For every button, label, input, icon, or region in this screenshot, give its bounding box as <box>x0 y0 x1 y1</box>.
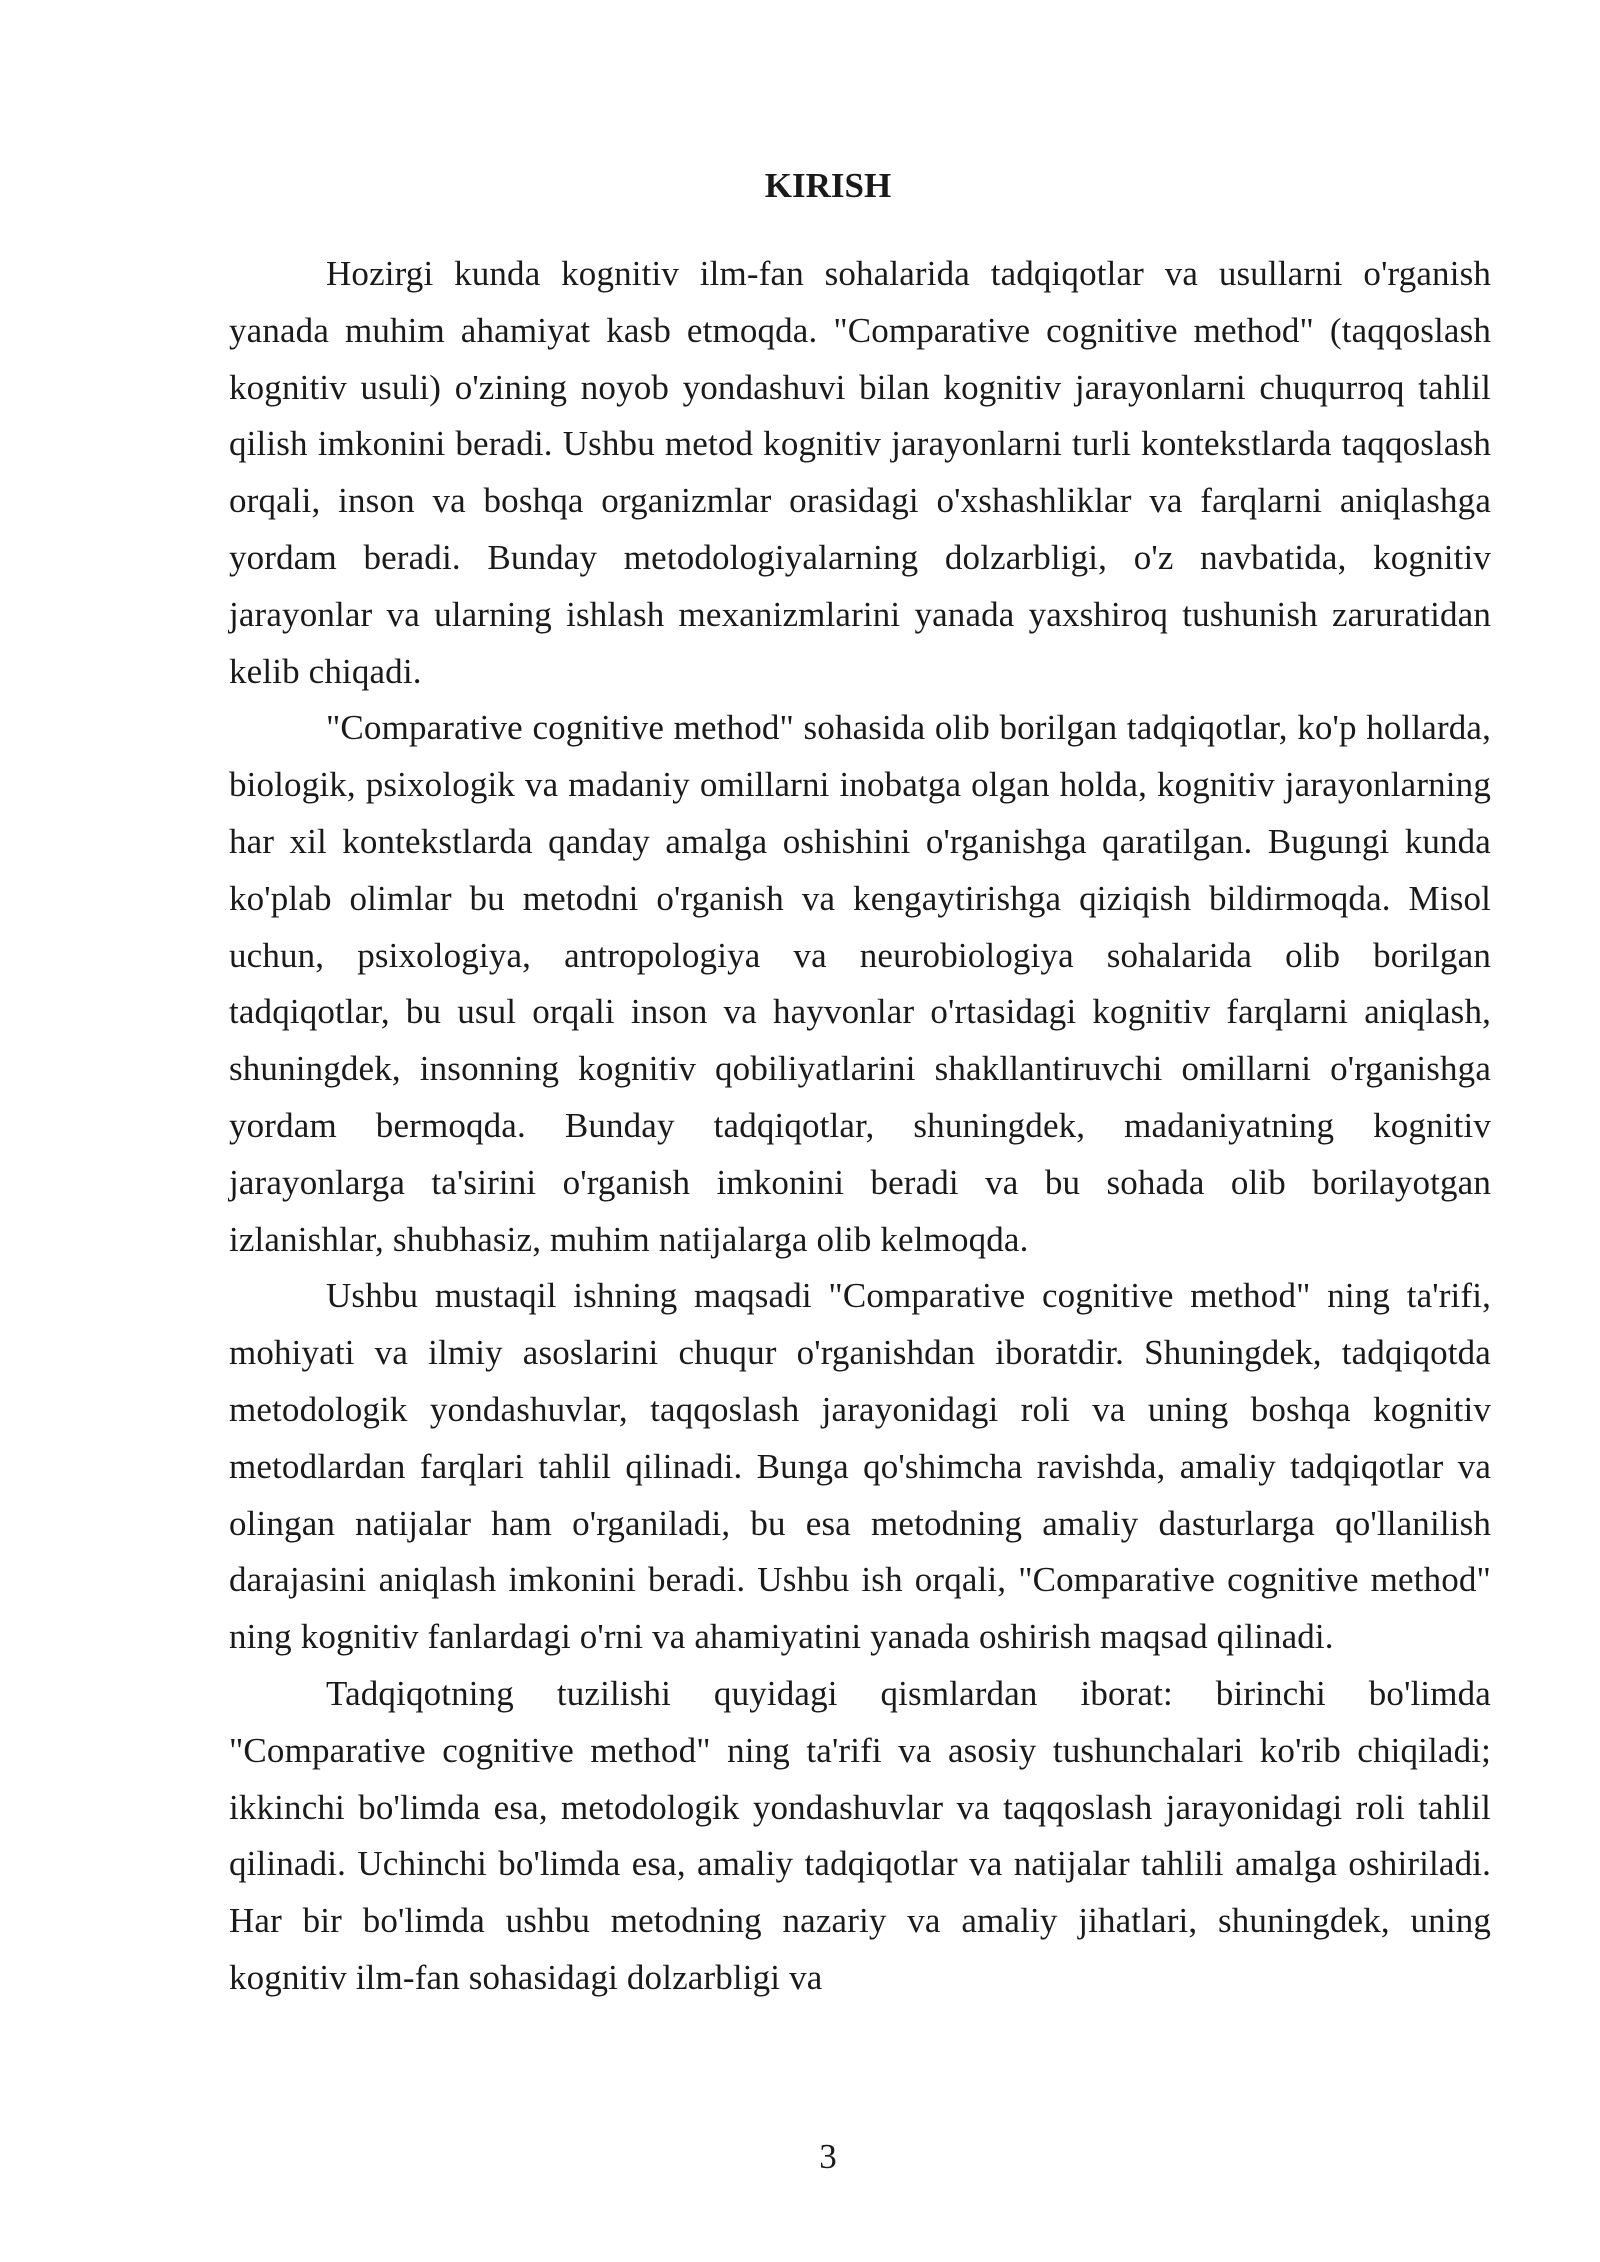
paragraph-1: Hozirgi kunda kognitiv ilm-fan sohalarida tadqiqotlar va usullarni o'rganish yanada muhim ahamiyat kasb etmoqda. "Comparative cognitive method" (taqqoslash kognitiv usuli) o'zining noyob yondashuvi bilan kognitiv jarayonlarni chuqurroq tahlil qilish imkonini beradi. Ushbu metod kognitiv jarayonlarni turli kontekstlarda taqqoslash orqali, inson va boshqa organizmlar orasidagi o'xshashliklar va farqlarni aniqlashga yordam beradi. Bunday metodologiyalarning dolzarbligi, o'z navbatida, kognitiv jarayonlar va ularning ishlash mexanizmlarini yanada yaxshiroq tushunish zaruratidan kelib chiqadi. <box>229 254 1491 691</box>
page-number: 3 <box>819 2137 837 2176</box>
body-text <box>229 246 1491 2007</box>
page-title: KIRISH <box>764 166 892 205</box>
paragraph-2: "Comparative cognitive method" sohasida olib borilgan tadqiqotlar, ko'p hollarda, biologik, psixologik va madaniy omillarni inobatga olgan holda, kognitiv jarayonlarning har xil kontekstlarda qanday amalga oshishini o'rganishga qaratilgan. Bugungi kunda ko'plab olimlar bu metodni o'rganish va kengaytirishga qiziqish bildirmoqda. Misol uchun, psixologiya, antropologiya va neurobiologiya sohalarida olib borilgan tadqiqotlar, bu usul orqali inson va hayvonlar o'rtasidagi kognitiv farqlarni aniqlash, shuningdek, insonning kognitiv qobiliyatlarini shakllantiruvchi omillarni o'rganishga yordam bermoqda. Bunday tadqiqotlar, shuningdek, madaniyatning kognitiv jarayonlarga ta'sirini o'rganish imkonini beradi va bu sohada olib borilayotgan izlanishlar, shubhasiz, muhim natijalarga olib kelmoqda. <box>229 708 1491 1259</box>
paragraph-3: Ushbu mustaqil ishning maqsadi "Comparative cognitive method" ning ta'rifi, mohiyati va ilmiy asoslarini chuqur o'rganishdan iboratdir. Shuningdek, tadqiqotda metodologik yondashuvlar, taqqoslash jarayonidagi roli va uning boshqa kognitiv metodlardan farqlari tahlil qilinadi. Bunga qo'shimcha ravishda, amaliy tadqiqotlar va olingan natijalar ham o'rganiladi, bu esa metodning amaliy dasturlarga qo'llanilish darajasini aniqlash imkonini beradi. Ushbu ish orqali, "Comparative cognitive method" ning kognitiv fanlardagi o'rni va ahamiyatini yanada oshirish maqsad qilinadi. <box>229 1276 1491 1657</box>
paragraph-4: Tadqiqotning tuzilishi quyidagi qismlardan iborat: birinchi bo'limda "Comparative cognitive method" ning ta'rifi va asosiy tushunchalari ko'rib chiqiladi; ikkinchi bo'limda esa, metodologik yondashuvlar va taqqoslash jarayonidagi roli tahlil qilinadi. Uchinchi bo'limda esa, amaliy tadqiqotlar va natijalar tahlili amalga oshiriladi. Har bir bo'limda ushbu metodning nazariy va amaliy jihatlari, shuningdek, uning kognitiv ilm-fan sohasidagi dolzarbligi va <box>229 1673 1491 1997</box>
